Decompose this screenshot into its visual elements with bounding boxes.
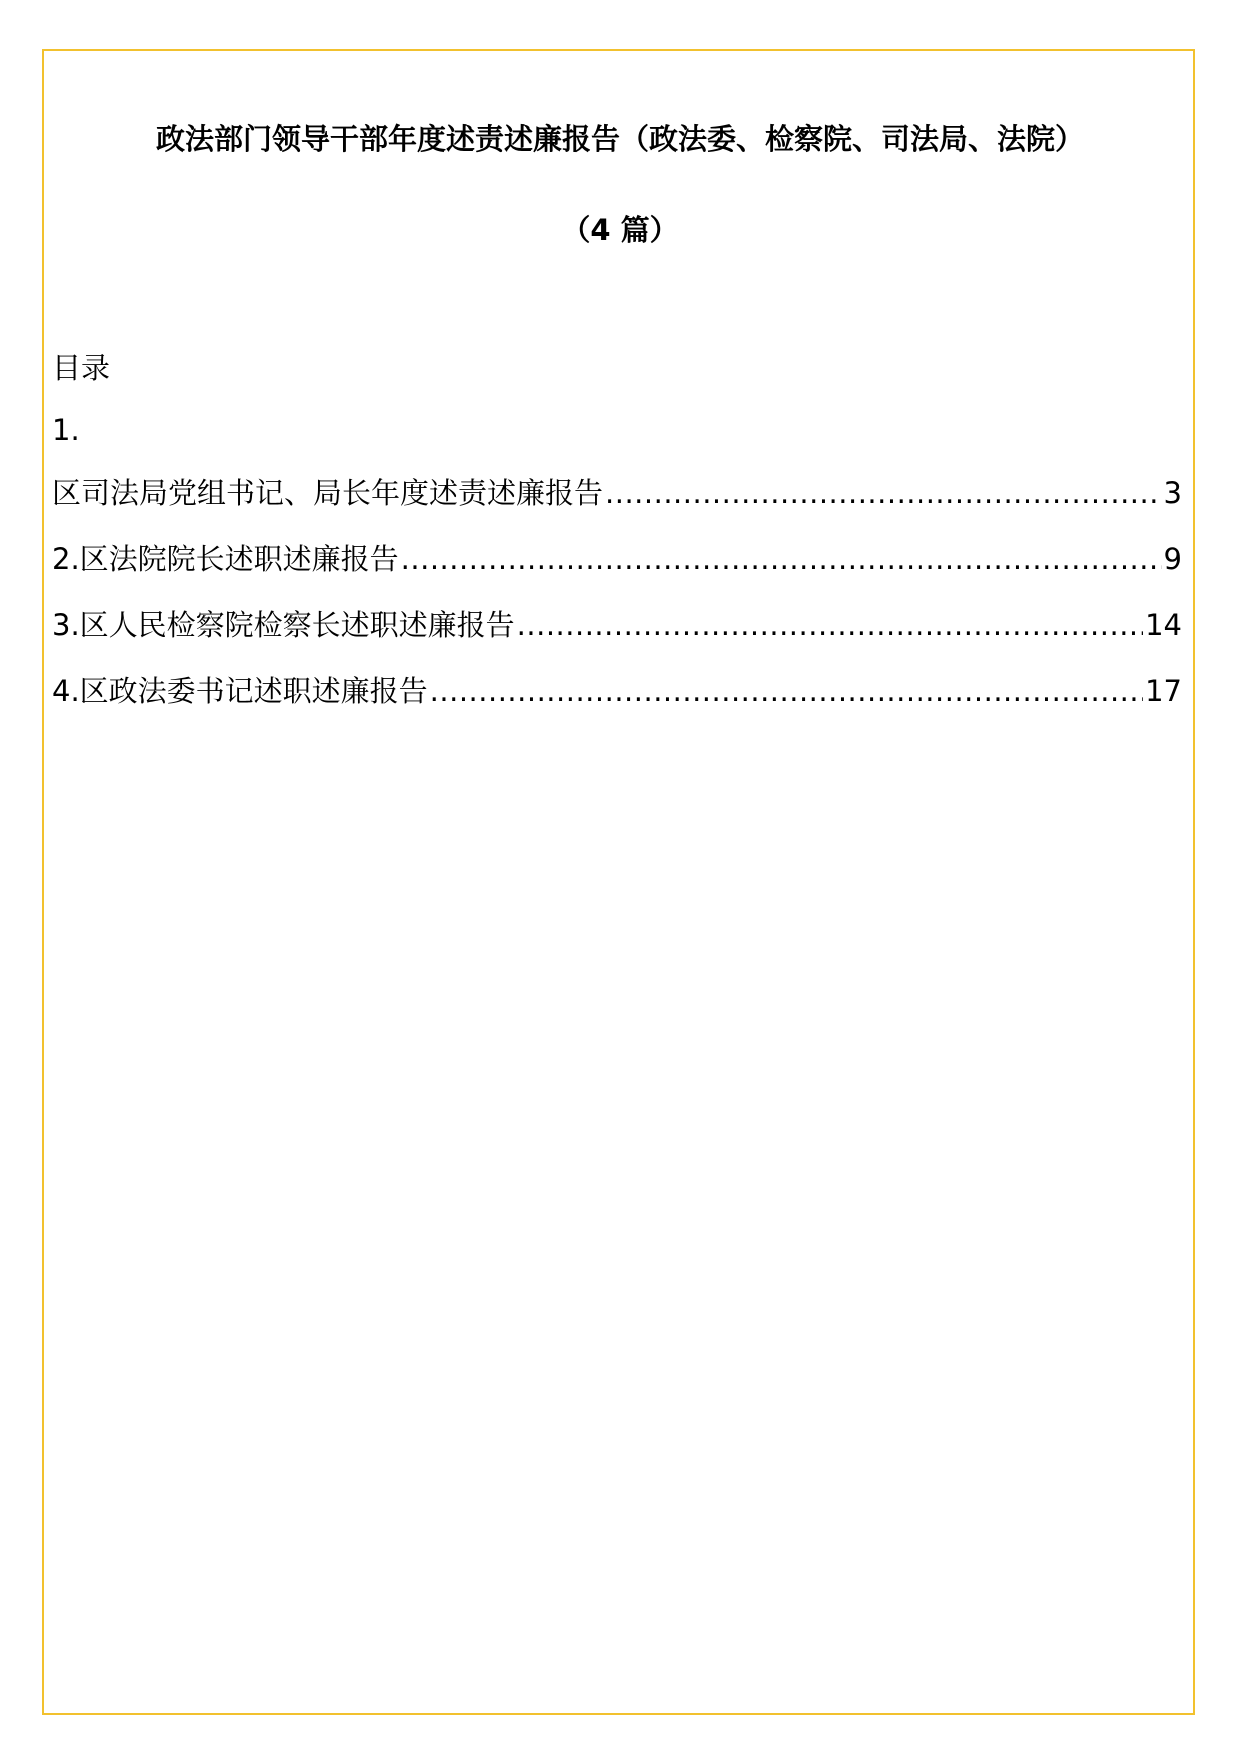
toc-entry-label: 区司法局党组书记、局长年度述责述廉报告 [52, 476, 604, 510]
page-border [42, 49, 1195, 1715]
toc-page-number: 3 [1163, 476, 1182, 510]
toc-page-number: 14 [1145, 608, 1182, 642]
toc-leader-dots [401, 539, 1162, 579]
toc-entry[interactable] [52, 605, 1182, 645]
toc-leader-dots [430, 671, 1143, 711]
toc-entry-label: 4.区政法委书记述职述廉报告 [52, 674, 428, 708]
document-subtitle: （4 篇） [561, 213, 679, 247]
toc-heading: 目录 [52, 351, 111, 385]
toc-entry-label: 3.区人民检察院检察长述职述廉报告 [52, 608, 515, 642]
toc-leader-dots [605, 473, 1162, 513]
toc-leader-dots [517, 605, 1143, 645]
toc-entry[interactable] [52, 671, 1182, 711]
toc-page-number: 9 [1163, 542, 1182, 576]
toc-item-number: 1. [52, 413, 80, 447]
document-title: 政法部门领导干部年度述责述廉报告（政法委、检察院、司法局、法院） [155, 122, 1084, 156]
toc-entry-label: 2.区法院院长述职述廉报告 [52, 542, 399, 576]
toc-entry[interactable] [52, 539, 1182, 579]
toc-page-number: 17 [1145, 674, 1182, 708]
toc-entry[interactable] [52, 473, 1182, 513]
